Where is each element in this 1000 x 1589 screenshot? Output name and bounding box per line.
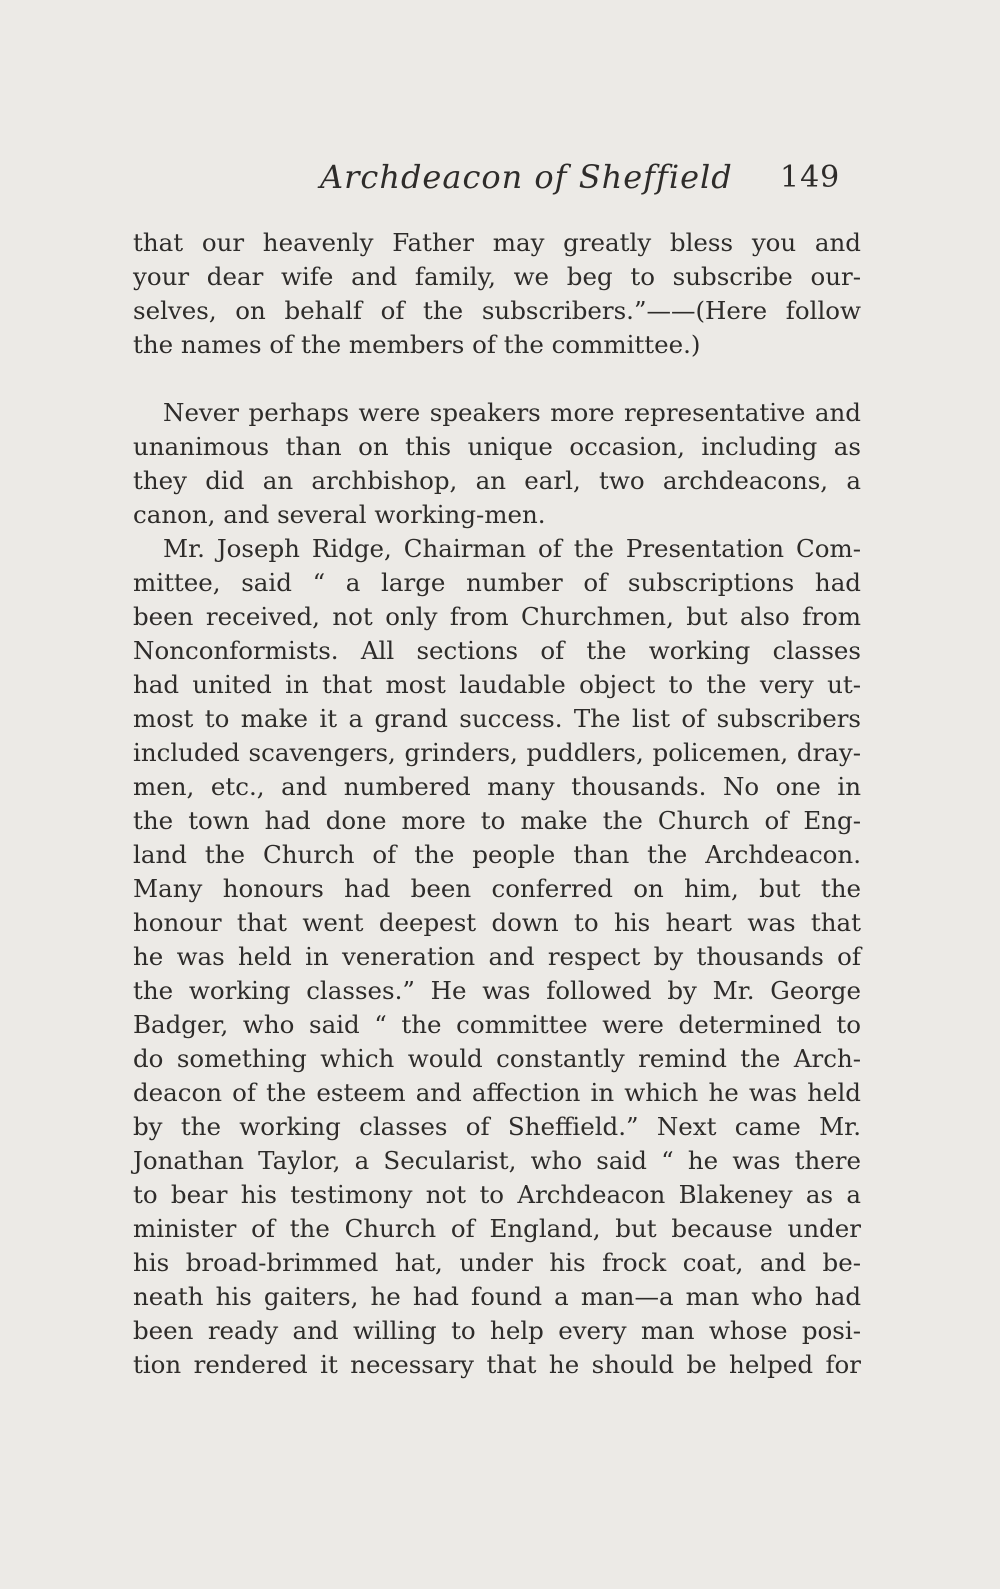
- text-line: do something which would constantly remind the Arch-: [133, 1044, 861, 1073]
- text-line: men, etc., and numbered many thousands. No one in: [133, 772, 861, 801]
- text-line: had united in that most laudable object to the very ut-: [133, 670, 861, 699]
- text-line: to bear his testimony not to Archdeacon Blakeney as a: [133, 1180, 861, 1209]
- text-line: canon, and several working-men.: [133, 500, 546, 529]
- running-title: Archdeacon of Sheffield: [320, 158, 733, 196]
- text-line: honour that went deepest down to his heart was that: [133, 908, 861, 937]
- text-line: Never perhaps were speakers more representative and: [163, 398, 861, 427]
- text-line: tion rendered it necessary that he should be helped for: [133, 1350, 861, 1379]
- paragraph-2: [133, 396, 861, 532]
- text-line: that our heavenly Father may greatly bless you and: [133, 228, 861, 257]
- text-line: Mr. Joseph Ridge, Chairman of the Presentation Com-: [163, 534, 861, 563]
- text-line: Many honours had been conferred on him, but the: [133, 874, 861, 903]
- text-line: been ready and willing to help every man whose posi-: [133, 1316, 861, 1345]
- text-line: selves, on behalf of the subscribers.”——(Here follow: [133, 296, 861, 325]
- text-line: neath his gaiters, he had found a man—a man who had: [133, 1282, 861, 1311]
- text-line: minister of the Church of England, but because under: [133, 1214, 861, 1243]
- text-line: they did an archbishop, an earl, two archdeacons, a: [133, 466, 861, 495]
- text-line: the names of the members of the committee.): [133, 330, 701, 359]
- text-line: the working classes.” He was followed by Mr. George: [133, 976, 861, 1005]
- text-line: land the Church of the people than the Archdeacon.: [133, 840, 861, 869]
- body-text: [133, 226, 861, 1382]
- text-line: been received, not only from Churchmen, but also from: [133, 602, 861, 631]
- text-line: included scavengers, grinders, puddlers, policemen, dray-: [133, 738, 861, 767]
- text-line: Badger, who said “ the committee were determined to: [133, 1010, 861, 1039]
- text-line: mittee, said “ a large number of subscriptions had: [133, 568, 861, 597]
- text-line: he was held in veneration and respect by thousands of: [133, 942, 861, 971]
- text-line: unanimous than on this unique occasion, including as: [133, 432, 861, 461]
- text-line: most to make it a grand success. The list of subscribers: [133, 704, 861, 733]
- page-number: 149: [780, 160, 841, 195]
- text-line: the town had done more to make the Church of Eng-: [133, 806, 861, 835]
- paragraph-3: [133, 532, 861, 1382]
- paragraph-1: [133, 226, 861, 362]
- text-line: by the working classes of Sheffield.” Next came Mr.: [133, 1112, 861, 1141]
- running-head: [0, 158, 1000, 198]
- text-line: your dear wife and family, we beg to subscribe our-: [133, 262, 861, 291]
- text-line: Jonathan Taylor, a Secularist, who said “ he was there: [133, 1146, 861, 1175]
- text-line: deacon of the esteem and affection in which he was held: [133, 1078, 861, 1107]
- text-line: Nonconformists. All sections of the working classes: [133, 636, 861, 665]
- text-line: his broad-brimmed hat, under his frock coat, and be-: [133, 1248, 861, 1277]
- paragraph-gap: [133, 362, 861, 396]
